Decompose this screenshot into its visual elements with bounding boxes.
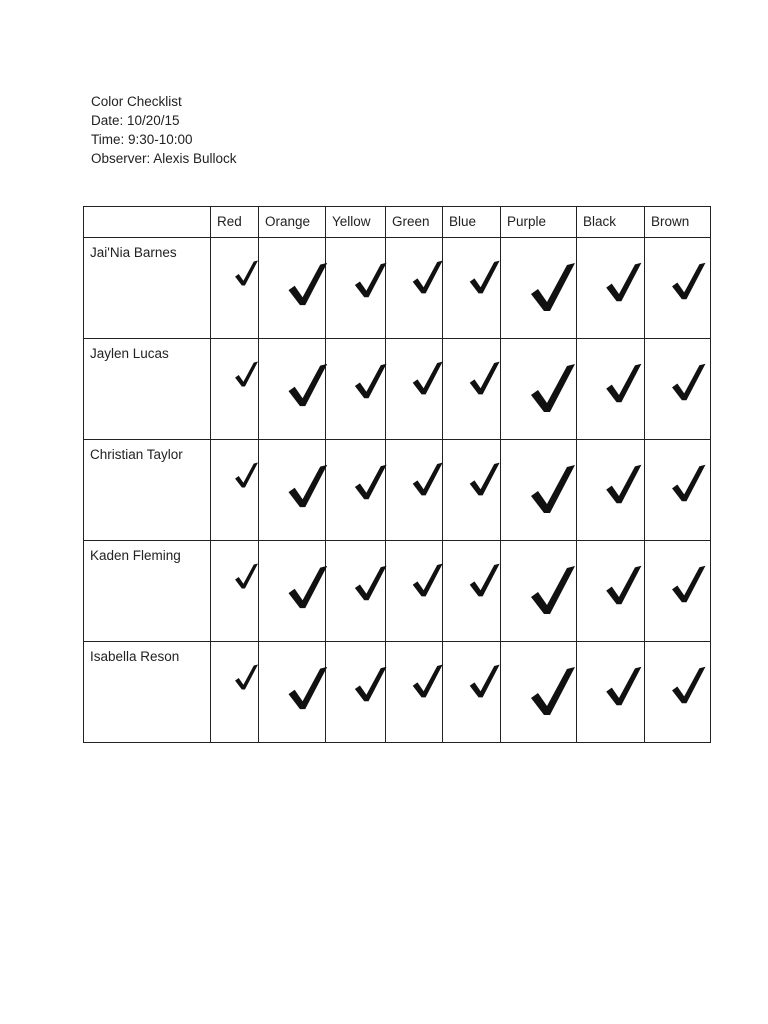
check-cell — [259, 440, 326, 541]
checkmark-icon — [467, 361, 501, 395]
student-name: Jai'Nia Barnes — [90, 245, 177, 260]
checkmark-icon — [467, 462, 501, 496]
checkmark-icon — [285, 262, 329, 306]
check-cell — [577, 541, 645, 642]
check-cell — [645, 642, 711, 743]
check-cell — [211, 541, 259, 642]
checkmark-icon — [669, 666, 707, 704]
checkmark-icon — [527, 565, 577, 615]
column-header-label: Blue — [449, 214, 477, 229]
check-cell — [577, 440, 645, 541]
check-cell — [211, 642, 259, 743]
check-cell — [259, 642, 326, 743]
checkmark-icon — [669, 262, 707, 300]
check-cell — [645, 339, 711, 440]
column-header-blue — [443, 207, 501, 238]
check-cell — [501, 440, 577, 541]
student-name-cell — [84, 238, 211, 339]
check-cell — [259, 541, 326, 642]
checkmark-icon — [603, 464, 643, 504]
checkmark-icon — [285, 363, 329, 407]
student-name-cell — [84, 440, 211, 541]
check-cell — [443, 440, 501, 541]
checkmark-icon — [233, 260, 259, 286]
corner-cell — [84, 207, 211, 238]
check-cell — [386, 238, 443, 339]
color-checklist-table — [83, 206, 711, 743]
column-header-black — [577, 207, 645, 238]
column-header-label: Orange — [265, 214, 311, 229]
checkmark-icon — [410, 361, 444, 395]
checkmark-icon — [410, 563, 444, 597]
checkmark-icon — [352, 464, 388, 500]
checkmark-icon — [603, 363, 643, 403]
check-cell — [326, 541, 386, 642]
table-row — [84, 440, 711, 541]
table-row — [84, 339, 711, 440]
checkmark-icon — [527, 262, 577, 312]
corner-label — [84, 207, 210, 214]
check-cell — [386, 541, 443, 642]
check-cell — [211, 440, 259, 541]
column-header-orange — [259, 207, 326, 238]
column-header-label: Yellow — [332, 214, 371, 229]
student-name-cell — [84, 642, 211, 743]
checkmark-icon — [410, 462, 444, 496]
check-cell — [326, 440, 386, 541]
checkmark-icon — [352, 363, 388, 399]
column-header-label: Black — [583, 214, 617, 229]
checkmark-icon — [410, 664, 444, 698]
checkmark-icon — [467, 563, 501, 597]
student-name: Isabella Reson — [90, 649, 180, 664]
checkmark-icon — [352, 666, 388, 702]
check-cell — [577, 238, 645, 339]
checkmark-icon — [233, 563, 259, 589]
check-cell — [501, 238, 577, 339]
checkmark-icon — [467, 664, 501, 698]
checkmark-icon — [669, 363, 707, 401]
checkmark-icon — [527, 363, 577, 413]
check-cell — [386, 339, 443, 440]
check-cell — [577, 339, 645, 440]
check-cell — [443, 339, 501, 440]
check-cell — [259, 339, 326, 440]
check-cell — [501, 642, 577, 743]
check-cell — [211, 238, 259, 339]
check-cell — [645, 238, 711, 339]
checkmark-icon — [410, 260, 444, 294]
check-cell — [501, 541, 577, 642]
check-cell — [386, 642, 443, 743]
check-cell — [443, 238, 501, 339]
table-row — [84, 238, 711, 339]
check-cell — [386, 440, 443, 541]
column-header-purple — [501, 207, 577, 238]
student-name: Kaden Fleming — [90, 548, 181, 563]
column-header-green — [386, 207, 443, 238]
column-header-brown — [645, 207, 711, 238]
check-cell — [443, 541, 501, 642]
check-cell — [326, 339, 386, 440]
checkmark-icon — [603, 565, 643, 605]
checkmark-icon — [285, 565, 329, 609]
column-header-label: Green — [392, 214, 430, 229]
checkmark-icon — [603, 262, 643, 302]
check-cell — [259, 238, 326, 339]
checkmark-icon — [285, 666, 329, 710]
checkmark-icon — [467, 260, 501, 294]
student-name-cell — [84, 541, 211, 642]
checkmark-icon — [285, 464, 329, 508]
check-cell — [645, 440, 711, 541]
check-cell — [326, 238, 386, 339]
observer-line: Observer: Alexis Bullock — [91, 151, 237, 166]
check-cell — [443, 642, 501, 743]
document-title: Color Checklist — [91, 94, 182, 109]
column-header-red — [211, 207, 259, 238]
date-line: Date: 10/20/15 — [91, 113, 180, 128]
checkmark-icon — [669, 464, 707, 502]
column-header-label: Red — [217, 214, 242, 229]
check-cell — [501, 339, 577, 440]
checklist-header — [91, 92, 237, 168]
checkmark-icon — [527, 464, 577, 514]
student-name: Jaylen Lucas — [90, 346, 169, 361]
check-cell — [645, 541, 711, 642]
checkmark-icon — [233, 462, 259, 488]
column-header-label: Brown — [651, 214, 690, 229]
checkmark-icon — [603, 666, 643, 706]
checkmark-icon — [233, 664, 259, 690]
table-row — [84, 642, 711, 743]
student-name: Christian Taylor — [90, 447, 183, 462]
column-header-label: Purple — [507, 214, 547, 229]
time-line: Time: 9:30-10:00 — [91, 132, 193, 147]
table-row — [84, 541, 711, 642]
check-cell — [326, 642, 386, 743]
checkmark-icon — [233, 361, 259, 387]
checkmark-icon — [669, 565, 707, 603]
checkmark-icon — [352, 262, 388, 298]
checkmark-icon — [527, 666, 577, 716]
student-name-cell — [84, 339, 211, 440]
check-cell — [577, 642, 645, 743]
column-header-yellow — [326, 207, 386, 238]
table-body — [84, 207, 711, 743]
checkmark-icon — [352, 565, 388, 601]
check-cell — [211, 339, 259, 440]
table-header-row — [84, 207, 711, 238]
